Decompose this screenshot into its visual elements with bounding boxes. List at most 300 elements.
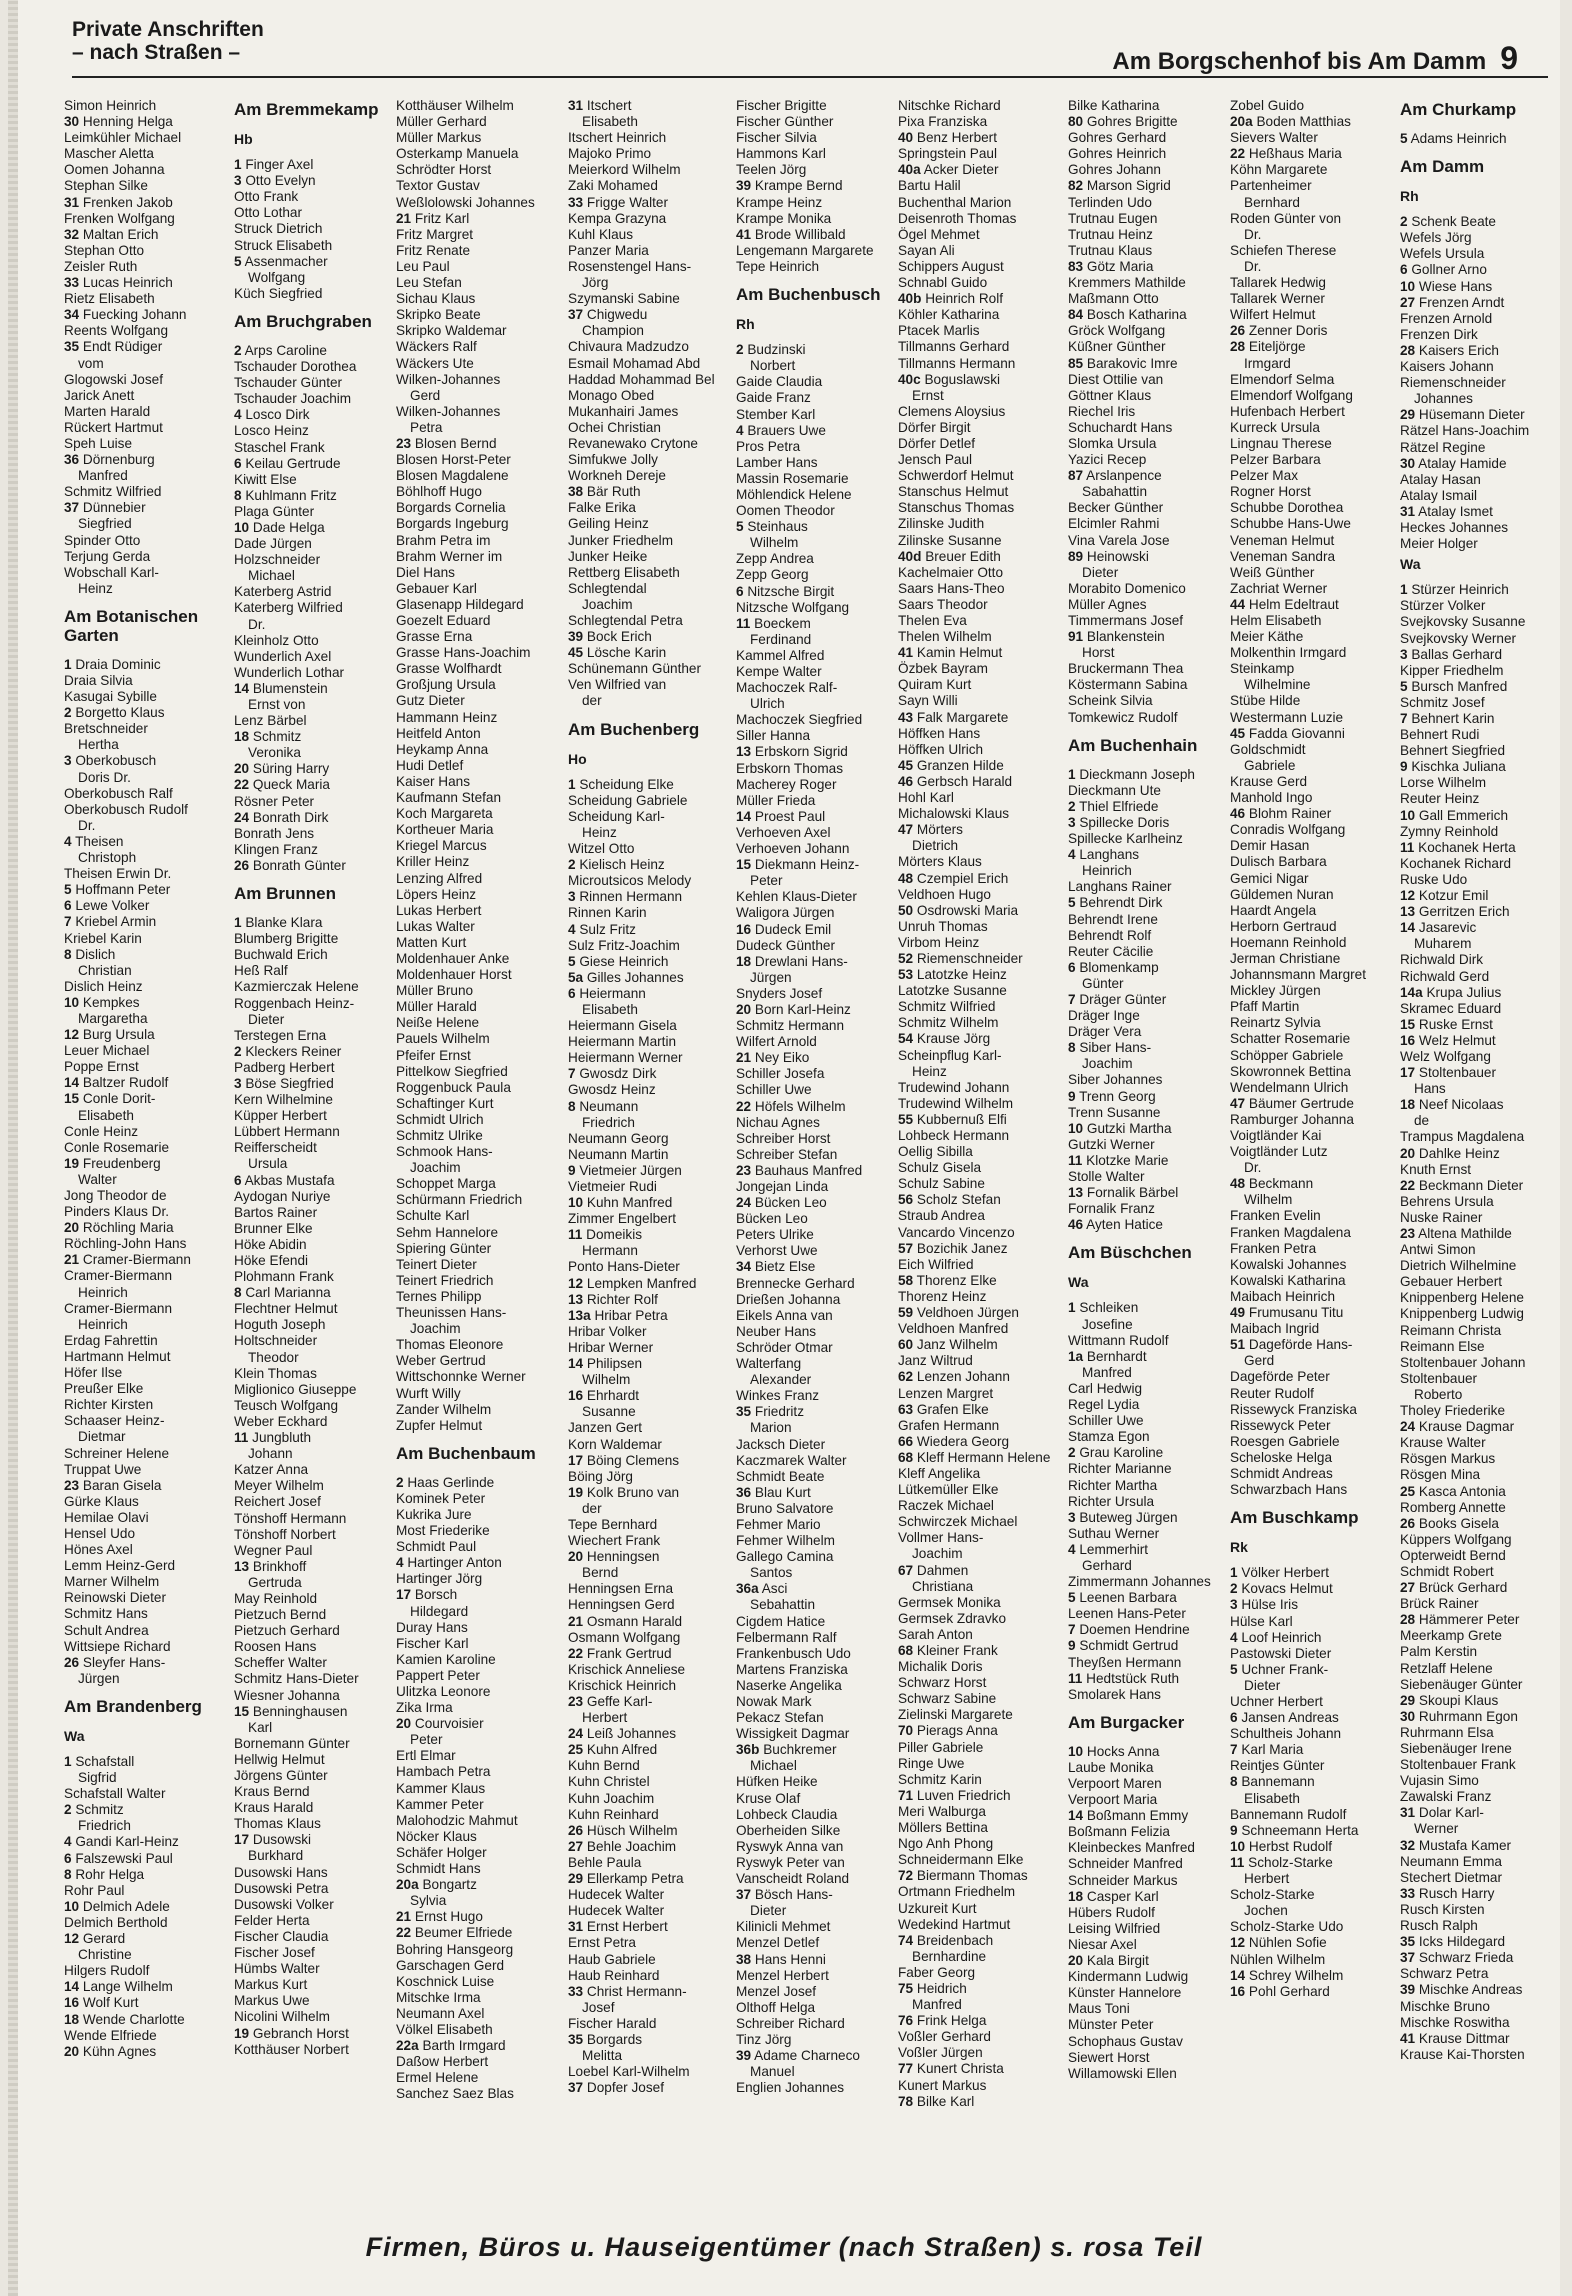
- resident-entry: Reents Wolfgang: [64, 323, 169, 339]
- resident-entry: Kaufmann Stefan: [396, 790, 502, 806]
- entry-continuation: Gerd: [410, 387, 441, 403]
- resident-entry: Stember Karl: [736, 406, 816, 422]
- resident-entry: Skripko Waldemar: [396, 323, 507, 339]
- house-number: 35: [736, 1404, 752, 1420]
- resident-entry: Schmitz Wilhelm: [898, 1015, 999, 1031]
- resident-entry: Bartos Rainer: [234, 1204, 318, 1220]
- house-number: 14: [64, 1075, 80, 1091]
- resident-entry: Clemens Aloysius: [898, 403, 1006, 419]
- resident-entry: 11 Klotzke Marie: [1068, 1152, 1169, 1168]
- resident-entry: Schuchardt Hans: [1068, 419, 1173, 435]
- house-number: 20: [64, 2043, 80, 2059]
- district-code: Rh: [1400, 188, 1419, 205]
- resident-entry: 8 Rohr Helga: [64, 1866, 145, 1882]
- header-subtitle: – nach Straßen –: [72, 41, 241, 64]
- resident-entry: Cramer-Biermann: [64, 1300, 173, 1316]
- resident-entry: Esmail Mohamad Abd: [568, 355, 701, 371]
- resident-entry: 5 Behrendt Dirk: [1068, 895, 1163, 911]
- resident-entry: Sievers Walter: [1230, 130, 1318, 146]
- district-code: Wa: [1400, 556, 1421, 573]
- resident-entry: Siber Johannes: [1068, 1072, 1163, 1088]
- resident-entry: Falke Erika: [568, 500, 636, 516]
- resident-entry: 10 Wiese Hans: [1400, 278, 1493, 294]
- resident-entry: Terjung Gerda: [64, 548, 151, 564]
- resident-entry: Vietmeier Rudi: [568, 1179, 657, 1194]
- resident-entry: Leenen Hans-Peter: [1068, 1606, 1186, 1622]
- resident-entry: Gröck Wolfgang: [1068, 323, 1166, 339]
- resident-entry: Krause Kai-Thorsten: [1400, 2046, 1525, 2062]
- resident-entry: 37 Chigwedu: [568, 307, 648, 323]
- resident-entry: Dulisch Barbara: [1230, 854, 1327, 870]
- listing-column-1: [64, 98, 214, 2204]
- resident-entry: Schmitz Karin: [898, 1771, 982, 1787]
- entry-continuation: Ferdinand: [750, 631, 812, 647]
- entry-continuation: Marion: [750, 1420, 792, 1436]
- resident-entry: 20a Bongartz: [396, 1877, 477, 1893]
- resident-entry: 3 Hülse Iris: [1230, 1597, 1298, 1613]
- resident-entry: Mascher Aletta: [64, 146, 154, 162]
- resident-entry: 13a Hribar Petra: [568, 1307, 668, 1323]
- resident-entry: Theyßen Hermann: [1068, 1654, 1182, 1670]
- entry-continuation: Dr.: [248, 616, 266, 632]
- resident-entry: Daßow Herbert: [396, 2054, 489, 2070]
- entry-continuation: Manfred: [1082, 1364, 1132, 1380]
- resident-entry: 32 Mustafa Kamer: [1400, 1837, 1512, 1853]
- resident-entry: Reinartz Sylvia: [1230, 1015, 1321, 1031]
- resident-entry: 6 Nitzsche Birgit: [736, 583, 835, 599]
- resident-entry: Schlegtendal: [568, 580, 647, 596]
- resident-entry: 26 Bonrath Günter: [234, 857, 346, 873]
- resident-entry: 6 Gollner Arno: [1400, 262, 1487, 278]
- resident-entry: Höffken Hans: [898, 725, 981, 741]
- resident-entry: Sulz Fritz-Joachim: [568, 937, 680, 953]
- resident-entry: 4 Hartinger Anton: [396, 1555, 502, 1571]
- resident-entry: Sayan Ali: [898, 242, 955, 258]
- house-number: 41: [898, 645, 914, 661]
- house-number: 5: [1068, 895, 1076, 911]
- entry-continuation: Jörg: [582, 275, 609, 291]
- house-number: 2: [396, 1474, 404, 1490]
- resident-entry: 36 Dörnenburg: [64, 452, 155, 468]
- house-number: 18: [1068, 1888, 1084, 1904]
- resident-entry: Veneman Sandra: [1230, 548, 1336, 564]
- resident-entry: 76 Frink Helga: [898, 2013, 987, 2029]
- resident-entry: Oomen Theodor: [736, 503, 835, 519]
- house-number: 48: [1230, 1176, 1246, 1192]
- resident-entry: Straub Andrea: [898, 1208, 985, 1224]
- resident-entry: Lukas Herbert: [396, 902, 482, 918]
- entry-continuation: Doris Dr.: [78, 769, 131, 785]
- resident-entry: Schlegtendal Petra: [568, 613, 683, 628]
- resident-entry: 22 Beumer Elfriede: [396, 1925, 513, 1941]
- resident-entry: 11 Jungbluth: [234, 1430, 312, 1446]
- house-number: 13: [736, 744, 752, 760]
- resident-entry: Großjung Ursula: [396, 677, 496, 693]
- resident-entry: Welz Wolfgang: [1400, 1048, 1491, 1064]
- resident-entry: Münster Peter: [1068, 2017, 1154, 2033]
- resident-entry: Schnabl Guido: [898, 275, 988, 291]
- resident-entry: Thorenz Heinz: [898, 1288, 987, 1304]
- resident-entry: Borgards Cornelia: [396, 500, 506, 516]
- resident-entry: Siller Hanna: [736, 728, 811, 744]
- resident-entry: Höfer Ilse: [64, 1365, 123, 1381]
- resident-entry: Quiram Kurt: [898, 677, 972, 693]
- entry-continuation: Dr.: [1244, 258, 1262, 274]
- resident-entry: Teinert Dieter: [396, 1256, 477, 1272]
- entry-continuation: Herbert: [582, 1710, 628, 1726]
- house-number: 11: [1068, 1670, 1083, 1686]
- resident-entry: Özbek Bayram: [898, 661, 988, 677]
- resident-entry: Schatter Rosemarie: [1230, 1031, 1351, 1047]
- resident-entry: 35 Friedritz: [736, 1404, 804, 1420]
- resident-entry: Krause Gerd: [1230, 773, 1308, 789]
- house-number: 89: [1068, 548, 1084, 564]
- resident-entry: 18 Wende Charlotte: [64, 2011, 185, 2027]
- house-number: 26: [1400, 1515, 1416, 1531]
- resident-entry: Glogowski Josef: [64, 371, 163, 387]
- resident-entry: Kuhl Klaus: [568, 226, 633, 242]
- resident-entry: 33 Lucas Heinrich: [64, 275, 173, 291]
- house-number: 34: [736, 1259, 752, 1275]
- resident-entry: Neuber Hans: [736, 1323, 817, 1339]
- resident-entry: Frankenbusch Udo: [736, 1645, 851, 1661]
- street-heading: Am Buchenhain: [1068, 735, 1198, 755]
- resident-entry: Schneider Manfred: [1068, 1856, 1183, 1872]
- entry-continuation: der: [582, 1500, 602, 1516]
- house-number: 22: [736, 1098, 752, 1114]
- resident-entry: 4 Loof Heinrich: [1230, 1629, 1322, 1645]
- house-number: 14: [1230, 1967, 1246, 1983]
- house-number: 87: [1068, 468, 1084, 484]
- entry-continuation: Ernst: [912, 387, 944, 403]
- entry-continuation: Roberto: [1414, 1386, 1463, 1402]
- resident-entry: Oomen Johanna: [64, 162, 165, 178]
- resident-entry: Lenzing Alfred: [396, 870, 483, 886]
- resident-entry: Schreiber Stefan: [736, 1146, 838, 1162]
- house-number: 31: [1400, 503, 1416, 519]
- resident-entry: Behnert Siegfried: [1400, 743, 1506, 759]
- resident-entry: Geiling Heinz: [568, 516, 649, 532]
- house-number: 8: [64, 1866, 72, 1882]
- resident-entry: Pelzer Max: [1230, 468, 1298, 484]
- resident-entry: Schulz Gisela: [898, 1160, 982, 1176]
- house-number: 11: [736, 615, 751, 631]
- resident-entry: Chivaura Madzudzo: [568, 339, 689, 355]
- resident-entry: Kruse Olaf: [736, 1790, 801, 1806]
- house-number: 70: [898, 1723, 914, 1739]
- resident-entry: Voßler Gerhard: [898, 2029, 991, 2045]
- resident-entry: Roden Günter von: [1230, 210, 1342, 226]
- resident-entry: Schäfer Holger: [396, 1844, 487, 1860]
- resident-entry: 18 Schmitz: [234, 729, 302, 745]
- resident-entry: Rinnen Karin: [568, 905, 647, 921]
- resident-entry: Herborn Gertraud: [1230, 918, 1337, 934]
- resident-entry: 41 Kamin Helmut: [898, 645, 1003, 661]
- resident-entry: Stechert Dietmar: [1400, 1869, 1502, 1885]
- resident-entry: 41 Krause Dittmar: [1400, 2030, 1510, 2046]
- resident-entry: Thomas Klaus: [234, 1816, 321, 1832]
- resident-entry: Oberkobusch Ralf: [64, 785, 173, 801]
- resident-entry: Krampe Monika: [736, 210, 832, 226]
- house-number: 45: [1230, 725, 1246, 741]
- resident-entry: 40d Breuer Edith: [898, 548, 1001, 564]
- resident-entry: Meierkord Wilhelm: [568, 162, 681, 178]
- house-number: 12: [64, 1027, 80, 1043]
- resident-entry: Pinders Klaus Dr.: [64, 1204, 170, 1220]
- resident-entry: Conle Heinz: [64, 1123, 139, 1139]
- house-number: 8: [64, 946, 72, 962]
- resident-entry: Franken Magdalena: [1230, 1224, 1351, 1240]
- resident-entry: Tallarek Hedwig: [1230, 275, 1326, 291]
- resident-entry: Zilinske Susanne: [898, 532, 1002, 548]
- resident-entry: Hüfken Heike: [736, 1774, 818, 1790]
- entry-continuation: Heinz: [78, 580, 113, 596]
- resident-entry: Stoltenbauer Johann: [1400, 1354, 1526, 1370]
- resident-entry: Wurft Willy: [396, 1385, 461, 1401]
- resident-entry: 10 Dade Helga: [234, 519, 325, 535]
- house-number: 14: [64, 1979, 80, 1995]
- house-number: 43: [898, 709, 914, 725]
- resident-entry: Terstegen Erna: [234, 1027, 327, 1043]
- entry-continuation: Elisabeth: [78, 1107, 134, 1123]
- house-number: 11: [568, 1227, 583, 1243]
- resident-entry: 35 Endt Rüdiger: [64, 339, 163, 355]
- entry-continuation: Bernhard: [1244, 194, 1300, 210]
- resident-entry: Tepe Heinrich: [736, 258, 820, 274]
- house-number: 5: [234, 253, 242, 269]
- entry-continuation: Josefine: [1082, 1316, 1133, 1332]
- resident-entry: Markus Kurt: [234, 1977, 308, 1993]
- resident-entry: Müller Gerhard: [396, 114, 487, 130]
- resident-entry: Goezelt Eduard: [396, 613, 491, 628]
- resident-entry: Machoczek Ralf-: [736, 680, 838, 696]
- resident-entry: Schwarz Petra: [1400, 1966, 1489, 1982]
- resident-entry: Preußer Elke: [64, 1381, 144, 1397]
- resident-entry: 11 Kochanek Herta: [1400, 839, 1516, 855]
- resident-entry: Behrendt Rolf: [1068, 927, 1152, 943]
- resident-entry: Opterweidt Bernd: [1400, 1547, 1506, 1563]
- resident-entry: Köhler Katharina: [898, 307, 1000, 323]
- resident-entry: Lengemann Margarete: [736, 242, 874, 258]
- resident-entry: 23 Bauhaus Manfred: [736, 1162, 863, 1178]
- entry-continuation: Santos: [750, 1565, 793, 1581]
- resident-entry: Schulz Sabine: [898, 1176, 985, 1192]
- resident-entry: Dietrich Wilhelmine: [1400, 1258, 1517, 1274]
- resident-entry: 30 Ruhrmann Egon: [1400, 1708, 1518, 1724]
- resident-entry: Scheidung Karl-: [568, 808, 665, 824]
- resident-entry: 5 Bursch Manfred: [1400, 678, 1508, 694]
- resident-entry: 4 Brauers Uwe: [736, 422, 826, 438]
- resident-entry: Siebenäuger Günter: [1400, 1676, 1523, 1692]
- resident-entry: Kochanek Richard: [1400, 855, 1512, 871]
- resident-entry: Snyders Josef: [736, 985, 823, 1001]
- resident-entry: 11 Hedtstück Ruth: [1068, 1670, 1180, 1686]
- resident-entry: 10 Kuhn Manfred: [568, 1195, 673, 1211]
- resident-entry: 47 Mörters: [898, 822, 963, 838]
- resident-entry: Springstein Paul: [898, 146, 997, 162]
- resident-entry: Fischer Josef: [234, 1945, 315, 1961]
- resident-entry: Pfaff Martin: [1230, 999, 1300, 1015]
- entry-continuation: Heinrich: [78, 1316, 128, 1332]
- resident-entry: Michalowski Klaus: [898, 806, 1010, 822]
- resident-entry: Müller Agnes: [1068, 596, 1147, 612]
- entry-continuation: Johann: [248, 1446, 293, 1462]
- resident-entry: Ertl Elmar: [396, 1748, 456, 1764]
- resident-entry: 25 Kuhn Alfred: [568, 1742, 658, 1758]
- resident-entry: Aydogan Nuriye: [234, 1188, 331, 1204]
- house-number: 16: [1230, 1983, 1246, 1999]
- resident-entry: Verhorst Uwe: [736, 1243, 818, 1259]
- resident-entry: Riemenschneider: [1400, 375, 1506, 391]
- resident-entry: Hellwig Helmut: [234, 1751, 325, 1767]
- house-number: 1: [234, 915, 242, 931]
- house-number: 28: [1400, 1612, 1416, 1628]
- entry-continuation: Gerd: [1244, 1353, 1275, 1369]
- resident-entry: 63 Grafen Elke: [898, 1401, 989, 1417]
- resident-entry: Müller Bruno: [396, 983, 474, 999]
- street-heading: Am Buchenbaum: [396, 1443, 536, 1463]
- resident-entry: Kunert Markus: [898, 2077, 987, 2093]
- house-number: 7: [1230, 1742, 1238, 1758]
- house-number: 14: [234, 680, 250, 696]
- resident-entry: 59 Veldhoen Jürgen: [898, 1305, 1019, 1321]
- resident-entry: Staschel Frank: [234, 439, 325, 455]
- resident-entry: Hilgers Rudolf: [64, 1963, 150, 1979]
- resident-entry: 5 Adams Heinrich: [1400, 131, 1507, 146]
- entry-continuation: Bernd: [582, 1565, 619, 1581]
- resident-entry: Behnert Rudi: [1400, 727, 1480, 743]
- entry-continuation: Norbert: [750, 358, 796, 374]
- house-number: 36a: [736, 1581, 759, 1597]
- resident-entry: 10 Kempkes: [64, 994, 140, 1010]
- resident-entry: Schmitz Wilfried: [898, 999, 996, 1015]
- resident-entry: 3 Otto Evelyn: [234, 173, 316, 189]
- resident-entry: Haddad Mohammad Bel: [568, 371, 715, 387]
- resident-entry: 31 Atalay Ismet: [1400, 503, 1493, 519]
- resident-entry: Stamza Egon: [1068, 1429, 1150, 1445]
- resident-entry: 12 Lempken Manfred: [568, 1275, 697, 1291]
- resident-entry: 31 Dolar Karl-: [1400, 1805, 1484, 1821]
- house-number: 45: [568, 645, 584, 661]
- resident-entry: 9 Trenn Georg: [1068, 1088, 1156, 1104]
- resident-entry: 39 Mischke Andreas: [1400, 1982, 1523, 1998]
- resident-entry: 7 Kriebel Armin: [64, 914, 157, 930]
- resident-entry: Schmitz Wilfried: [64, 484, 162, 500]
- resident-entry: Hoguth Joseph: [234, 1317, 326, 1333]
- entry-continuation: Hans: [1414, 1081, 1446, 1097]
- resident-entry: Tschauder Dorothea: [234, 359, 357, 375]
- resident-entry: Ryswyk Peter van: [736, 1854, 845, 1870]
- resident-entry: Gaide Franz: [736, 390, 811, 406]
- resident-entry: Textor Gustav: [396, 178, 480, 194]
- house-number: 6: [1400, 262, 1408, 278]
- resident-entry: Wäckers Ute: [396, 355, 474, 371]
- resident-entry: Gemici Nigar: [1230, 870, 1309, 886]
- resident-entry: Bücken Leo: [736, 1211, 808, 1227]
- house-number: 24: [736, 1195, 752, 1211]
- resident-entry: 2 Kleckers Reiner: [234, 1043, 342, 1059]
- resident-entry: Franken Evelin: [1230, 1208, 1321, 1224]
- entry-continuation: Dieter: [1244, 1677, 1281, 1693]
- resident-entry: Kazmierczak Helene: [234, 979, 359, 995]
- house-number: 31: [568, 98, 584, 113]
- resident-entry: Oberheiden Silke: [736, 1822, 841, 1838]
- resident-entry: 80 Gohres Brigitte: [1068, 114, 1178, 130]
- resident-entry: Witzel Otto: [568, 841, 635, 857]
- resident-entry: Trudewind Johann: [898, 1079, 1010, 1095]
- resident-entry: Hammons Karl: [736, 146, 826, 162]
- resident-entry: Erbskorn Thomas: [736, 760, 844, 776]
- resident-entry: Scheink Silvia: [1068, 693, 1153, 709]
- house-number: 31: [1400, 1805, 1416, 1821]
- resident-entry: Kowalski Johannes: [1230, 1256, 1347, 1272]
- resident-entry: Teusch Wolfgang: [234, 1397, 339, 1413]
- resident-entry: 77 Kunert Christa: [898, 2061, 1004, 2077]
- resident-entry: Ruhrmann Elsa: [1400, 1724, 1494, 1740]
- resident-entry: Scheffer Walter: [234, 1655, 327, 1671]
- house-number: 1: [64, 1754, 72, 1769]
- resident-entry: 1 Blanke Klara: [234, 915, 323, 931]
- entry-continuation: Heinz: [912, 1063, 947, 1079]
- resident-entry: Böing Jörg: [568, 1468, 633, 1484]
- resident-entry: Wende Elfriede: [64, 2027, 157, 2043]
- resident-entry: 1 Schleiken: [1068, 1300, 1139, 1316]
- house-number: 45: [898, 757, 914, 773]
- resident-entry: Lukas Walter: [396, 918, 475, 934]
- resident-entry: Germsek Zdravko: [898, 1610, 1007, 1626]
- resident-entry: 83 Götz Maria: [1068, 258, 1154, 274]
- resident-entry: Zimmermann Johannes: [1068, 1574, 1211, 1590]
- resident-entry: 46 Blohm Rainer: [1230, 806, 1332, 822]
- house-number: 4: [568, 921, 576, 937]
- house-number: 68: [898, 1449, 914, 1465]
- resident-entry: 33 Rusch Harry: [1400, 1885, 1495, 1901]
- resident-entry: Skowronnek Bettina: [1230, 1063, 1351, 1079]
- resident-entry: Pietzuch Bernd: [234, 1607, 327, 1623]
- entry-continuation: Bernhardine: [912, 1948, 987, 1964]
- resident-entry: Szymanski Sabine: [568, 291, 680, 307]
- resident-entry: Kammer Klaus: [396, 1780, 486, 1796]
- resident-entry: Schmidt Beate: [736, 1468, 825, 1484]
- resident-entry: Langhans Rainer: [1068, 879, 1172, 895]
- house-number: 10: [234, 519, 250, 535]
- resident-entry: Tomkewicz Rudolf: [1068, 709, 1178, 725]
- house-number: 23: [568, 1694, 584, 1709]
- resident-entry: Krischick Anneliese: [568, 1661, 686, 1677]
- street-heading: Am Burgacker: [1068, 1712, 1185, 1732]
- house-number: 13: [1068, 1185, 1084, 1201]
- resident-entry: 5 Steinhaus: [736, 519, 808, 535]
- resident-entry: Matten Kurt: [396, 934, 467, 950]
- house-number: 9: [1400, 759, 1408, 775]
- house-number: 12: [64, 1931, 80, 1947]
- resident-entry: Kachelmaier Otto: [898, 564, 1004, 580]
- entry-continuation: Hertha: [78, 737, 119, 753]
- resident-entry: May Reinhold: [234, 1590, 318, 1606]
- footer-note: Firmen, Büros u. Hauseigentümer (nach Straßen) s. rosa Teil: [365, 2232, 1203, 2262]
- resident-entry: Korn Waldemar: [568, 1436, 662, 1452]
- house-number: 6: [568, 985, 576, 1001]
- resident-entry: Nitzsche Wolfgang: [736, 599, 850, 615]
- entry-continuation: Manfred: [912, 1997, 962, 2013]
- house-number: 35: [64, 339, 80, 355]
- entry-continuation: Dieter: [750, 1903, 787, 1919]
- resident-entry: Verhoeven Axel: [736, 824, 831, 840]
- resident-entry: Trutnau Klaus: [1068, 242, 1153, 258]
- resident-entry: Pauels Wilhelm: [396, 1031, 490, 1047]
- resident-entry: Englien Johannes: [736, 2080, 845, 2096]
- resident-entry: Fischer Harald: [568, 2015, 657, 2031]
